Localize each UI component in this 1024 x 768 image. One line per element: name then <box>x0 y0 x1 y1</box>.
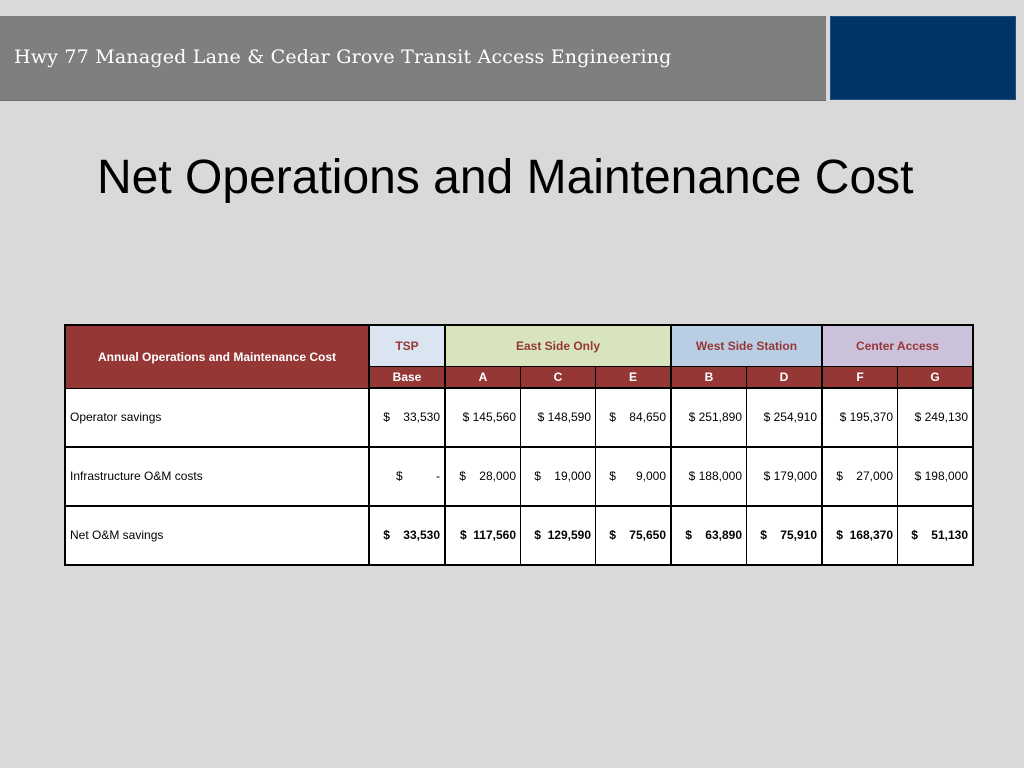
group-header-tsp: TSP <box>369 325 445 367</box>
value-cell: $ 75,650 <box>596 506 672 565</box>
value-cell: $ 84,650 <box>596 388 672 447</box>
table-corner-label: Annual Operations and Maintenance Cost <box>65 325 369 388</box>
value-cell: $ 188,000 <box>671 447 747 506</box>
value-cell: $ 145,560 <box>445 388 521 447</box>
value-cell: $ 51,130 <box>898 506 974 565</box>
value-cell: $ - <box>369 447 445 506</box>
value-cell: $ 198,000 <box>898 447 974 506</box>
subheader-cell: F <box>822 367 898 389</box>
subheader-cell: D <box>747 367 823 389</box>
group-header-center: Center Access <box>822 325 973 367</box>
value-cell: $ 27,000 <box>822 447 898 506</box>
value-cell: $ 251,890 <box>671 388 747 447</box>
group-header-west: West Side Station <box>671 325 822 367</box>
value-cell: $ 19,000 <box>521 447 596 506</box>
row-label: Operator savings <box>65 388 369 447</box>
value-cell: $ 168,370 <box>822 506 898 565</box>
table-row <box>65 388 973 447</box>
value-cell: $ 9,000 <box>596 447 672 506</box>
subheader-cell: B <box>671 367 747 389</box>
slide-title: Net Operations and Maintenance Cost <box>97 151 914 204</box>
subheader-cell: C <box>521 367 596 389</box>
value-cell: $ 148,590 <box>521 388 596 447</box>
subheader-cell: E <box>596 367 672 389</box>
table-row <box>65 506 973 565</box>
value-cell: $ 33,530 <box>369 506 445 565</box>
banner-title: Hwy 77 Managed Lane & Cedar Grove Transit Access Engineering <box>14 46 672 68</box>
subheader-cell: G <box>898 367 974 389</box>
table-row <box>65 447 973 506</box>
value-cell: $ 129,590 <box>521 506 596 565</box>
subheader-cell: A <box>445 367 521 389</box>
group-header-east: East Side Only <box>445 325 671 367</box>
value-cell: $ 63,890 <box>671 506 747 565</box>
logo-block <box>830 16 1016 100</box>
subheader-cell: Base <box>369 367 445 389</box>
value-cell: $ 33,530 <box>369 388 445 447</box>
row-label: Infrastructure O&M costs <box>65 447 369 506</box>
row-label: Net O&M savings <box>65 506 369 565</box>
value-cell: $ 179,000 <box>747 447 823 506</box>
value-cell: $ 75,910 <box>747 506 823 565</box>
value-cell: $ 249,130 <box>898 388 974 447</box>
header-banner <box>0 16 826 101</box>
value-cell: $ 28,000 <box>445 447 521 506</box>
om-cost-table <box>64 324 974 566</box>
value-cell: $ 254,910 <box>747 388 823 447</box>
value-cell: $ 195,370 <box>822 388 898 447</box>
value-cell: $ 117,560 <box>445 506 521 565</box>
